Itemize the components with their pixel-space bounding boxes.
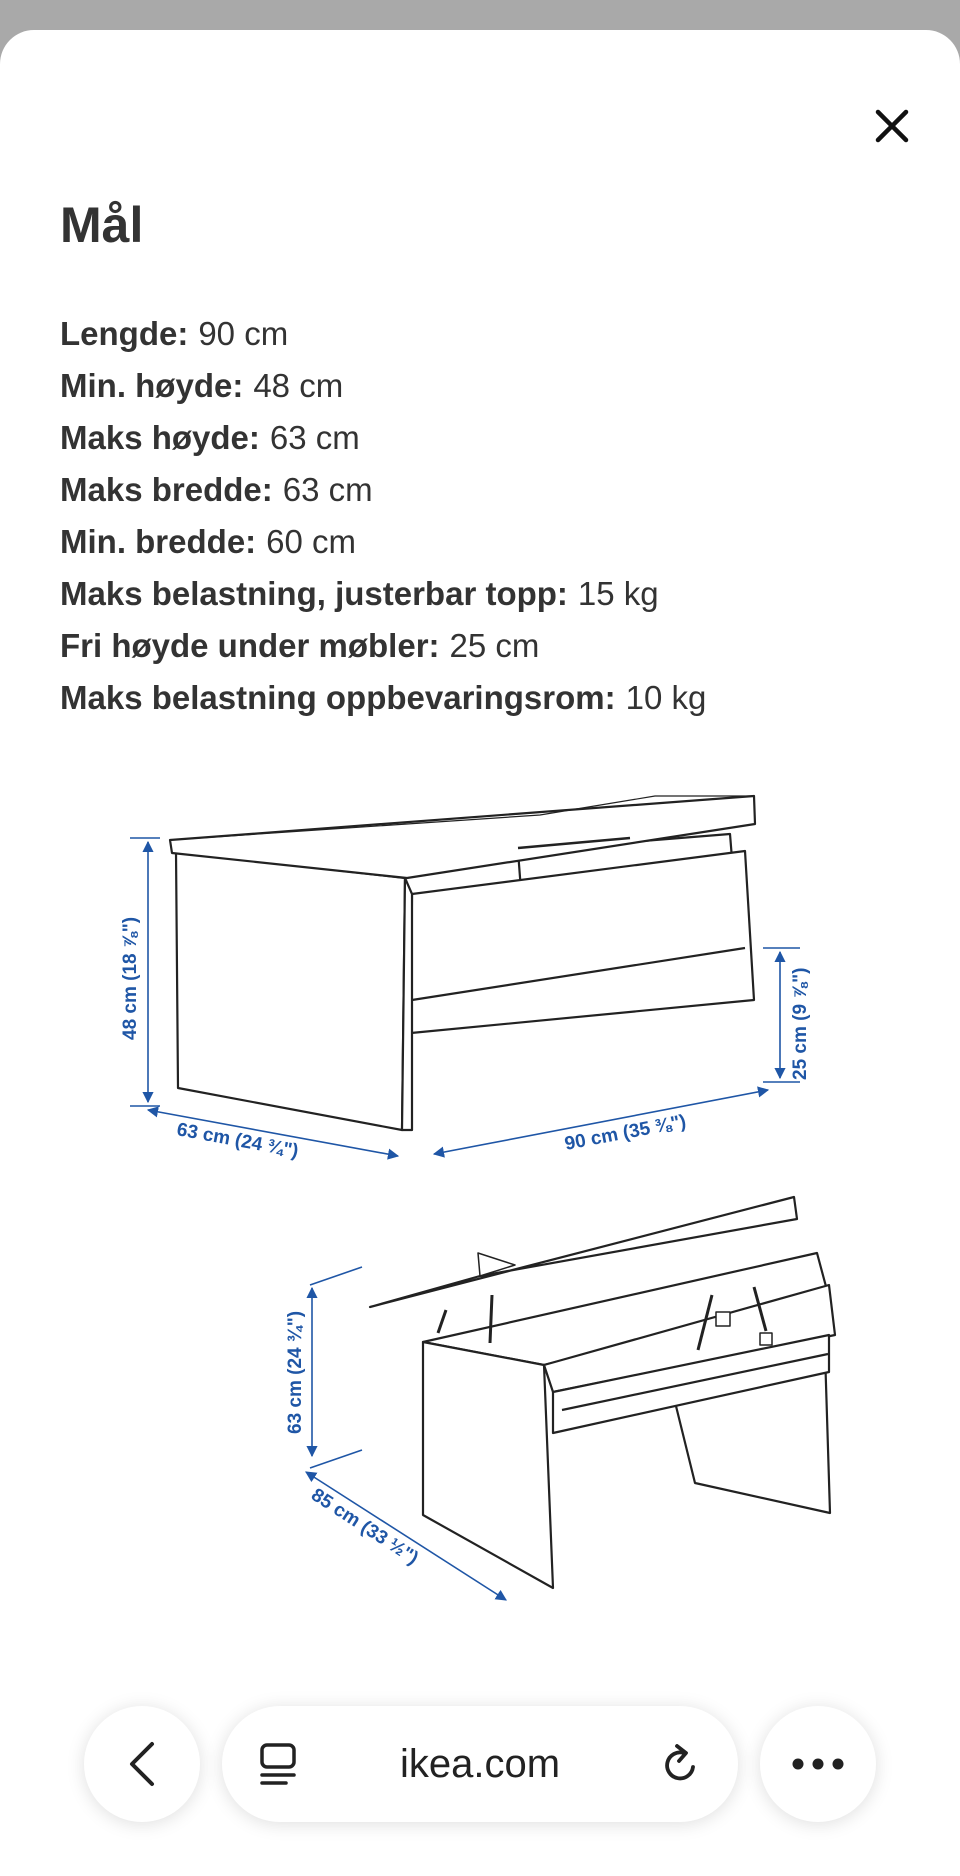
reader-icon[interactable] [258,1742,298,1786]
spec-label: Min. høyde: [60,367,244,404]
spec-label: Lengde: [60,315,189,352]
dim-height-closed: 48 cm (18 ⅞") [120,916,141,1040]
spec-value: 63 cm [269,419,360,456]
dim-length: 90 cm (35 ⅜") [563,1111,688,1155]
spec-length [60,308,706,360]
spec-label: Maks bredde: [60,471,273,508]
spec-max-height [60,412,706,464]
spec-value: 90 cm [198,315,289,352]
dimensions-sheet [0,30,960,1876]
spec-label: Maks høyde: [60,419,260,456]
spec-max-load-top [60,568,706,620]
spec-label: Min. bredde: [60,523,257,560]
dimensions-diagram [100,760,900,1640]
spec-value: 25 cm [449,627,540,664]
dim-depth-open: 85 cm (33 ½") [307,1484,422,1570]
url-text[interactable]: ikea.com [399,1742,561,1786]
spec-max-width [60,464,706,516]
open-table-drawing [370,1197,835,1588]
close-button[interactable] [866,100,918,152]
spec-value: 63 cm [282,471,373,508]
more-icon [791,1757,845,1771]
spec-min-height [60,360,706,412]
dim-clearance: 25 cm (9 ⅞") [790,967,811,1080]
spec-value: 15 kg [577,575,659,612]
spec-value: 10 kg [625,679,707,716]
spec-min-width [60,516,706,568]
spec-value: 60 cm [266,523,357,560]
spec-value: 48 cm [253,367,344,404]
spec-clearance [60,620,706,672]
spec-label: Maks belastning oppbevaringsrom: [60,679,616,716]
close-icon [875,109,909,143]
dim-height-open: 63 cm (24 ¾") [285,1310,306,1434]
browser-toolbar [0,1690,960,1830]
spec-label: Maks belastning, justerbar topp: [60,575,568,612]
address-bar[interactable] [222,1706,738,1822]
dim-depth-closed: 63 cm (24 ¾") [175,1119,300,1163]
spec-label: Fri høyde under møbler: [60,627,440,664]
back-button[interactable] [84,1706,200,1822]
reload-icon[interactable] [660,1744,702,1786]
page-title: Mål [60,197,144,253]
specs-list [60,308,706,724]
spec-max-load-storage [60,672,706,724]
chevron-left-icon [127,1741,157,1787]
closed-table-drawing [170,796,755,1130]
more-button[interactable] [760,1706,876,1822]
